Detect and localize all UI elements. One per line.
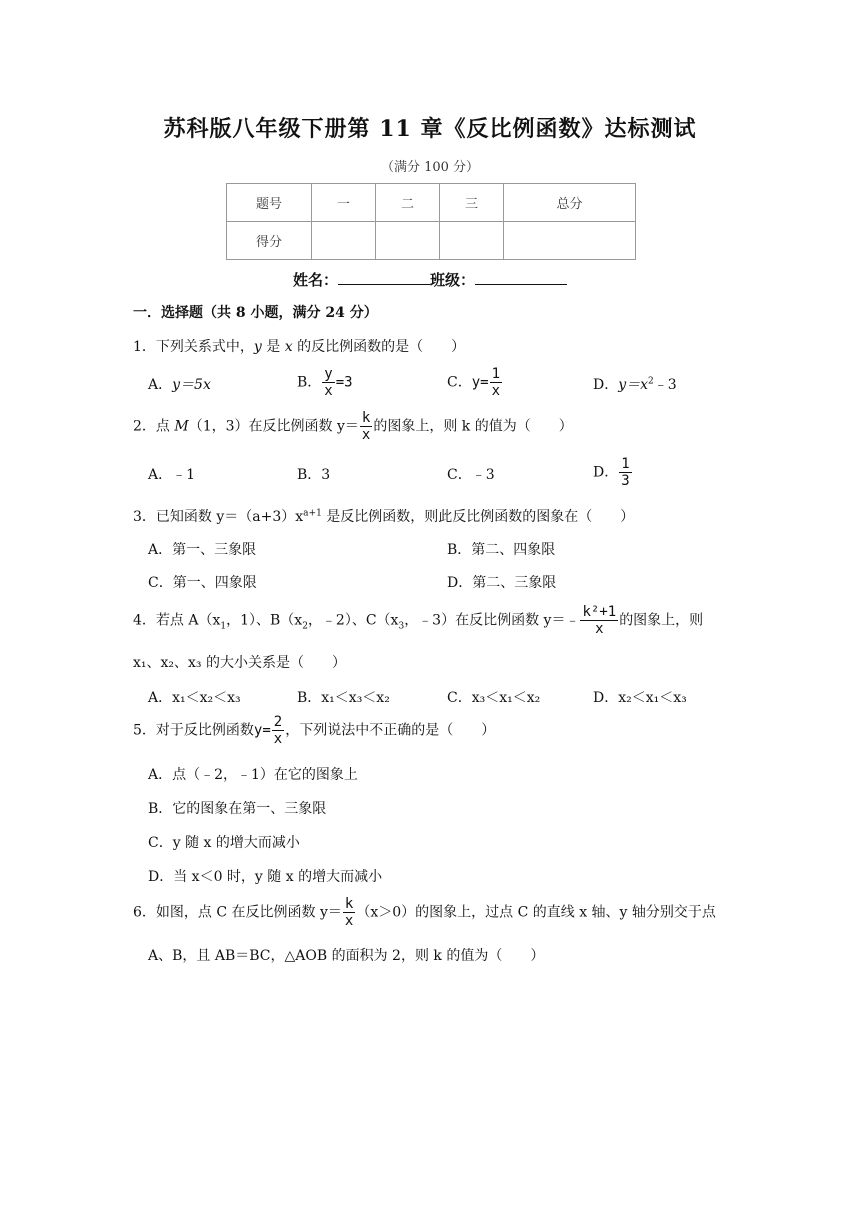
name-label: 姓名： [292,271,338,289]
question-5-option-a[interactable]: A．点（﹣2，﹣1）在它的图象上 [148,767,358,783]
question-4-option-c[interactable]: C．x₃＜x₁＜x₂ [447,690,541,706]
question-1-option-d[interactable]: D．$y=x^2﹣3$ [593,376,677,393]
question-3-option-d[interactable]: D．第二、三象限 [447,575,557,591]
header-part-2: 二 [376,184,440,222]
question-4-option-b[interactable]: B．x₁＜x₃＜x₂ [297,690,390,706]
score-cell[interactable] [440,222,504,260]
header-part-1: 一 [312,184,376,222]
question-1-stem: 1．下列关系式中，y 是 x 的反比例函数的是（ ） [133,339,466,355]
question-1-option-a[interactable]: A．y＝5x [148,377,211,393]
question-5-option-b[interactable]: B．它的图象在第一、三象限 [148,801,327,817]
score-cell[interactable] [376,222,440,260]
question-5-stem: 5．对于反比例函数y= $\frac{2}{x}$ ，下列说法中不正确的是（ ） [133,714,496,748]
question-3-stem: 3．已知函数 $y=(a+3)x^{a+1}$ 是反比例函数，则此反比例函数的图象在（ ） [133,508,635,525]
question-4-option-a[interactable]: A．x₁＜x₂＜x₃ [148,690,241,706]
score-row-label: 得分 [227,222,312,260]
question-3-option-a[interactable]: A．第一、三象限 [148,542,257,558]
name-class-line [0,269,860,290]
question-5-option-d[interactable]: D．当 x＜0 时，y 随 x 的增大而减小 [148,869,383,885]
question-1-option-b[interactable]: B． $\frac{y}{x}$ =3 [297,366,353,400]
header-question-number: 题号 [227,184,312,222]
question-4-option-d[interactable]: D．x₂＜x₁＜x₃ [593,690,687,706]
question-3-option-c[interactable]: C．第一、四象限 [148,575,257,591]
score-table-score-row [227,222,636,260]
question-6-stem-line-2: A、B，且 AB＝BC，△AOB 的面积为 2，则 k 的值为（ ） [148,948,545,964]
header-total: 总分 [504,184,636,222]
page-title: 苏科版八年级下册第 11 章《反比例函数》达标测试 [163,116,697,142]
question-2-option-c[interactable]: C．﹣3 [447,467,495,483]
question-2-stem: 2．点 M（1，3）在反比例函数 y＝ $\frac{k}{x}$ 的图象上，则 k 的值为（ ） [133,410,573,444]
score-table [226,183,636,260]
question-2-option-d[interactable]: D． $\frac{1}{3}$ [593,456,630,490]
question-1-option-c[interactable]: C．y= $\frac{1}{x}$ [447,366,501,400]
question-4-stem-line-2: x₁、x₂、x₃ 的大小关系是（ ） [133,655,346,671]
question-3-option-b[interactable]: B．第二、四象限 [447,542,556,558]
score-cell[interactable] [312,222,376,260]
class-blank[interactable] [475,269,567,285]
question-2-option-a[interactable]: A．﹣1 [148,467,196,483]
class-label: 班级： [430,271,476,289]
full-score-note: （满分 100 分） [380,160,480,175]
question-5-option-c[interactable]: C．y 随 x 的增大而减小 [148,835,300,851]
score-table-header-row [227,184,636,222]
name-blank[interactable] [338,269,430,285]
score-cell[interactable] [504,222,636,260]
question-6-stem: 6．如图，点 C 在反比例函数 y＝ $\frac{k}{x}$ （x＞0）的图象上，过点 C 的直线 x 轴、y 轴分别交于点 [133,896,716,930]
section-heading: 一．选择题（共 8 小题，满分 24 分） [133,305,378,321]
question-4-stem: 4．若点 $A(x_1$，1）、$B(x_2$，﹣2）、$C(x_3$，﹣3）在反比例函数 y＝﹣ $\frac{\text{k²+1}}{x}$ 的图象上，则 [133,604,704,638]
question-2-option-b[interactable]: B．3 [297,467,331,483]
header-part-3: 三 [440,184,504,222]
